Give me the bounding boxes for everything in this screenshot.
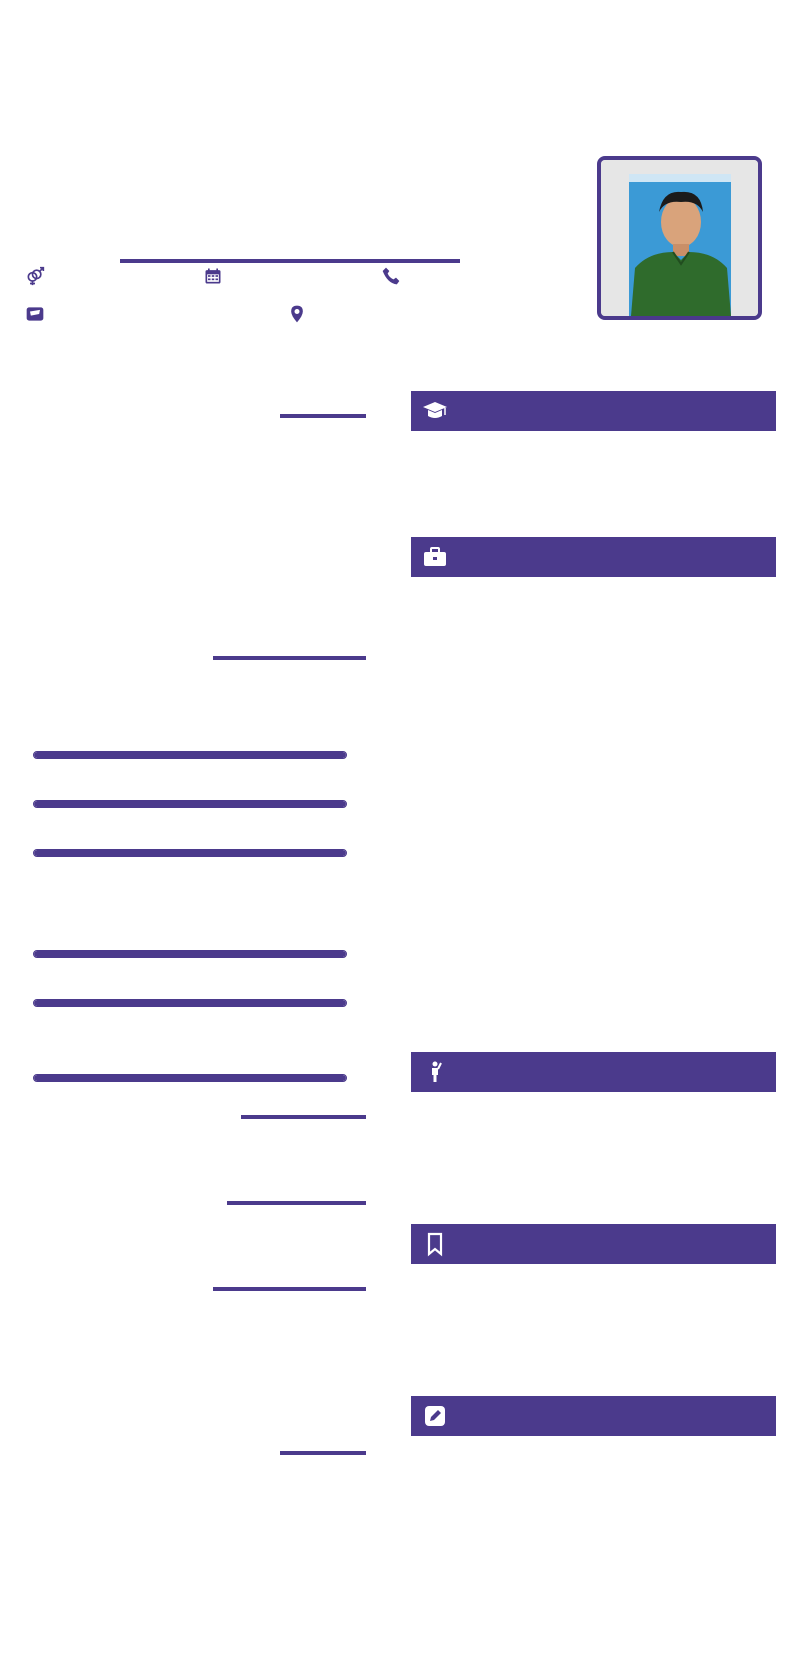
skill-bar-fill bbox=[34, 951, 346, 957]
address-info bbox=[286, 303, 316, 325]
skill-bar-fill bbox=[34, 752, 346, 758]
flower-decoration-bottom bbox=[0, 1530, 800, 1674]
phone-icon bbox=[380, 265, 402, 287]
skill-bar bbox=[33, 800, 347, 808]
birthday-info bbox=[202, 265, 232, 287]
activities-header bbox=[411, 1052, 776, 1092]
skill-bar bbox=[33, 950, 347, 958]
header-divider bbox=[120, 259, 460, 263]
skill-bar-fill bbox=[34, 1075, 346, 1081]
skill-bar-fill bbox=[34, 801, 346, 807]
skill-bar bbox=[33, 1074, 347, 1082]
projects-header bbox=[411, 1224, 776, 1264]
gender-info bbox=[24, 265, 54, 287]
bookmark-icon bbox=[417, 1224, 453, 1264]
email-icon bbox=[24, 303, 46, 325]
certificates-heading-line bbox=[227, 1201, 366, 1205]
references-heading-line bbox=[280, 1451, 366, 1455]
phone-info bbox=[380, 265, 410, 287]
education-header bbox=[411, 391, 776, 431]
avatar-photo bbox=[601, 160, 758, 316]
skill-bar bbox=[33, 849, 347, 857]
skill-bar-fill bbox=[34, 1000, 346, 1006]
person-raising-hand-icon bbox=[417, 1052, 453, 1092]
objective-heading-line bbox=[280, 414, 366, 418]
gender-icon bbox=[24, 265, 46, 287]
experience-header bbox=[411, 537, 776, 577]
skill-bar bbox=[33, 751, 347, 759]
hobbies-heading-line bbox=[213, 1287, 366, 1291]
extra-info-header bbox=[411, 1396, 776, 1436]
skills-heading-line bbox=[213, 656, 366, 660]
calendar-icon bbox=[202, 265, 224, 287]
email-info bbox=[24, 303, 54, 325]
graduation-cap-icon bbox=[417, 391, 453, 431]
skill-bar-fill bbox=[34, 850, 346, 856]
location-pin-icon bbox=[286, 303, 308, 325]
awards-heading-line bbox=[241, 1115, 366, 1119]
qr-code bbox=[697, 1568, 767, 1638]
avatar bbox=[597, 156, 762, 320]
edit-icon bbox=[417, 1396, 453, 1436]
briefcase-icon bbox=[417, 537, 453, 577]
skill-bar bbox=[33, 999, 347, 1007]
